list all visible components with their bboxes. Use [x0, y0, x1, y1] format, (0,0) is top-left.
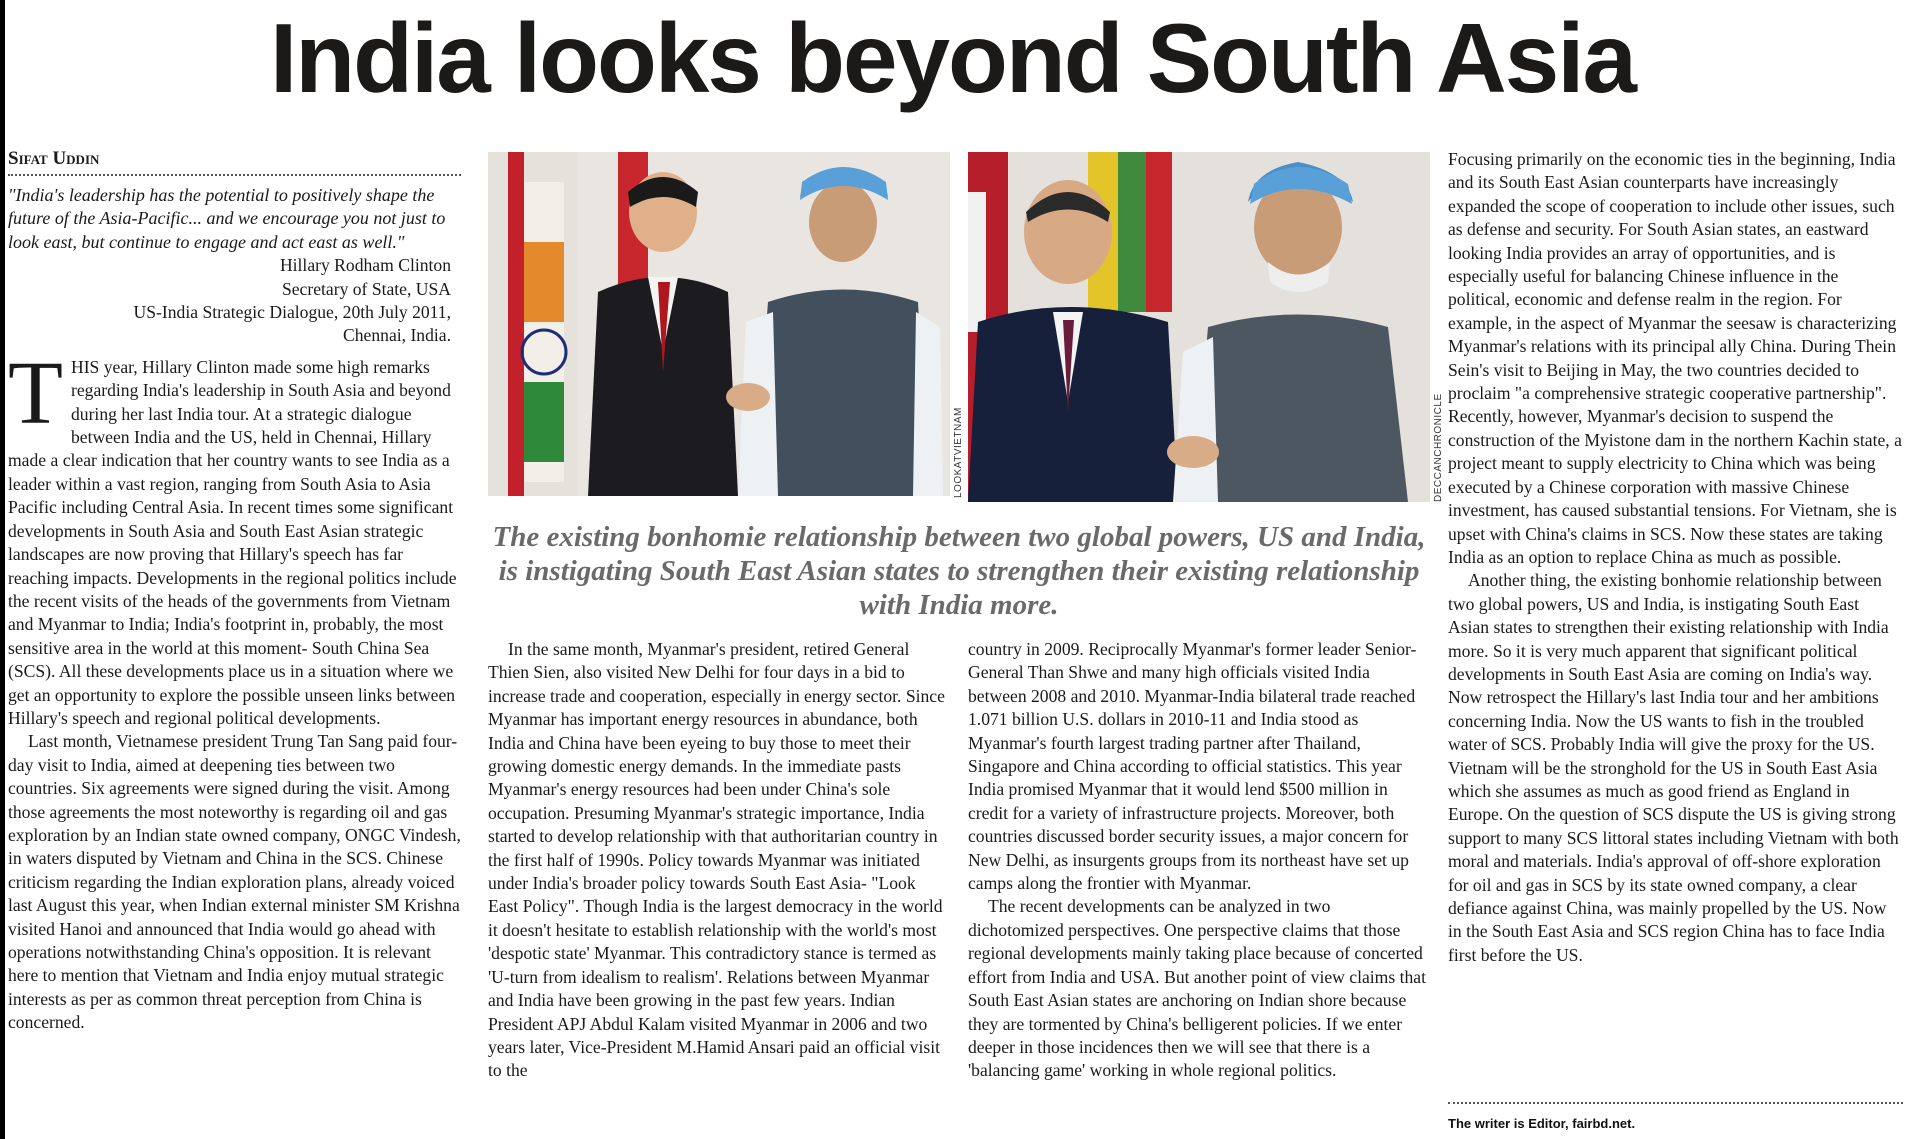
article-paragraph: Another thing, the existing bonhomie relationship between two global powers, US and India, is instigating South East Asian states to strengthen their existing relationship with India more. So it is very much apparent that significant political developments in South East Asia are coming on India's way. Now retrospect the Hillary's last India tour and her ambitions concerning India. Now the US wants to fish in the troubled water of SCS. Probably India will give the proxy for the US. Vietnam will be the stronghold for the US in South East Asia which she assumes as much as good friend as England in Europe. On the question of SCS dispute the US is giving strong support to many SCS littoral states including Vietnam with both moral and materials. India's approval of off-shore exploration for oil and gas in SCS by its state owned company, a clear defiance against China, was mainly propelled by the US. Now in the South East Asia and SCS region China has to face India first before the US.	[1448, 570, 1899, 965]
article-paragraph: Focusing primarily on the economic ties in the beginning, India and its South East Asian counterparts have increasingly expanded the scope of cooperation to include other issues, such as defense and security. For South Asian states, an eastward looking India provides an array of opportunities, and is especially useful for balancing Chinese influence in the political, economic and defense realm in the region. For example, in the aspect of Myanmar the seesaw is characterizing Myanmar's relations with its principal ally China. During Thein Sein's visit to Beijing in May, the two countries decided to proclaim "a comprehensive strategic cooperative partnership". Recently, however, Myanmar's decision to suspend the construction of the Myistone dam in the northern Kachin state, a project meant to supply electricity to China which was being executed by a Chinese corporation with massive Chinese investment, has caused substantial tensions. For Vietnam, she is upset with China's claims in SCS. Now these states are taking India as an option to replace China as much as possible.	[1448, 149, 1902, 567]
column-1	[8, 148, 461, 1035]
pull-quote: The existing bonhomie relationship between two global powers, US and India, is instigating South East Asian states to strengthen their existing relationship with India more.	[492, 521, 1426, 621]
column-2	[488, 638, 946, 1083]
photo-illustration	[488, 152, 950, 496]
article-paragraph: The recent developments can be analyzed in two dichotomized perspectives. One perspective claims that those regional developments mainly taking place because of concerted effort from India and USA. But another point of view claims that South East Asian states are anchoring on Indian shore because they are tormented by China's belligerent policies. If we enter deeper in those incidences then we will see that there is a 'balancing game' working in whole regional politics.	[968, 896, 1426, 1081]
column-3	[968, 638, 1426, 1083]
author-note: The writer is Editor, fairbd.net.	[1448, 1116, 1636, 1131]
epigraph-quote: "India's leadership has the potential to positively shape the future of the Asia-Pacific... and we encourage you not just to look east, but continue to engage and act east as well."	[8, 185, 446, 252]
attribution-line: Secretary of State, USA	[281, 278, 451, 299]
photo-vietnam-leaders	[488, 152, 950, 496]
epigraph-attribution	[8, 254, 461, 348]
byline: Sifat Uddin	[8, 148, 461, 176]
attribution-line: Hillary Rodham Clinton	[279, 255, 451, 276]
drop-cap: T	[8, 343, 63, 443]
photo-myanmar-leaders	[968, 152, 1430, 502]
headline: India looks beyond South Asia	[270, 3, 1635, 113]
article-paragraph: In the same month, Myanmar's president, retired General Thien Sien, also visited New Delhi for four days in a bid to increase trade and cooperation, especially in energy sector. Since Myanmar has important energy resources in abundance, both India and China have been eyeing to buy those to meet their growing domestic energy demands. In the immediate pasts Myanmar's energy resources had been under China's sole occupation. Presuming Myanmar's strategic importance, India started to develop relationship with that authoritarian country in the first half of 1990s. Policy towards Myanmar was initiated under India's broader policy towards South East Asia- "Look East Policy". Though India is the largest democracy in the world it doesn't hesitate to establish relationship with the world's most 'despotic state' Myanmar. This contradictory stance is termed as 'U-turn from idealism to realism'. Relations between Myanmar and India have been growing in the past few years. Indian President APJ Abdul Kalam visited Myanmar in 2006 and two years later, Vice-President M.Hamid Ansari paid an official visit to the	[488, 639, 945, 1081]
attribution-line: Chennai, India.	[343, 325, 451, 346]
article-paragraph: Last month, Vietnamese president Trung Tan Sang paid four-day visit to India, aimed at deepening ties between two countries. Six agreements were signed during the visit. Among those agreements the most noteworthy is regarding oil and gas exploration by an Indian state owned company, ONGC Vindesh, in waters disputed by Vietnam and China in the SCS. Chinese criticism regarding the Indian exploration plans, already voiced last August this year, when Indian external minister SM Krishna visited Hanoi and announced that India would go ahead with operations notwithstanding China's opposition. It is relevant here to mention that Vietnam and India enjoy mutual strategic interests as per as common threat perception from China is concerned.	[8, 731, 461, 1033]
column-4	[1448, 148, 1903, 967]
photo-credit-1: LOOKATVIETNAM	[953, 407, 964, 498]
page-edge-bar	[0, 0, 5, 1139]
attribution-line: US-India Strategic Dialogue, 20th July 2011,	[133, 302, 451, 323]
footer-divider	[1448, 1102, 1903, 1104]
photo-illustration	[968, 152, 1430, 502]
article-paragraph: THIS year, Hillary Clinton made some high remarks regarding India's leadership in South Asia and beyond during her last India tour. At a strategic dialogue between India and the US, held in Chennai, Hillary made a clear indication that her country wants to see India as a leader within a vast region, ranging from South Asia to Asia Pacific including Central Asia. In recent times some significant developments in South Asia and South East Asian strategic landscapes are now proving that Hillary's speech has far reaching impacts. Developments in the regional politics include the recent visits of the heads of the governments from Vietnam and Myanmar to India; India's footprint in, probably, the most sensitive area in the world at this moment- South China Sea (SCS). All these developments place us in a situation where we get an opportunity to explore the possible unseen links between Hillary's speech and regional political developments.	[8, 343, 457, 728]
article-paragraph: country in 2009. Reciprocally Myanmar's former leader Senior-General Than Shwe and many high officials visited India between 2008 and 2010. Myanmar-India bilateral trade reached 1.071 billion U.S. dollars in 2010-11 and India stood as Myanmar's fourth largest trading partner after Thailand, Singapore and China according to official statistics. This year India promised Myanmar that it would lend $500 million in credit for a variety of infrastructure projects. Moreover, both countries discussed border security issues, a major concern for New Delhi, as insurgents groups from its northeast have set up camps along the frontier with Myanmar.	[968, 639, 1417, 894]
photo-credit-2: DECCANCHRONICLE	[1433, 393, 1444, 502]
